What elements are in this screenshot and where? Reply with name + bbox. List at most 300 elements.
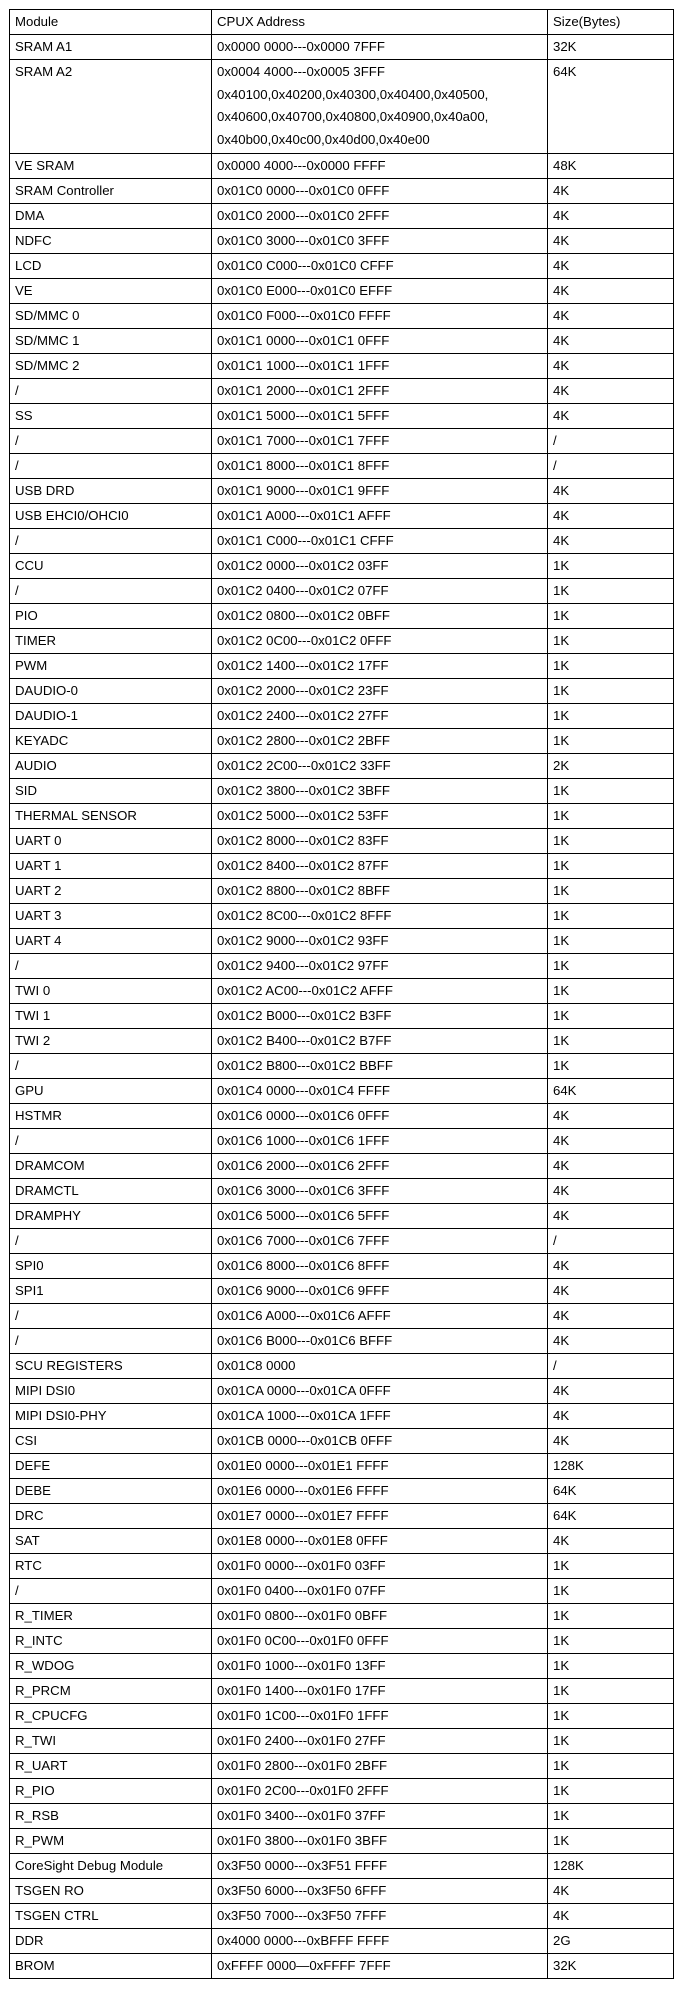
module-cell: TSGEN RO [10, 1879, 212, 1904]
memory-map-table [9, 9, 674, 1979]
address-cell [212, 629, 548, 654]
address-cell [212, 1854, 548, 1879]
size-cell: 1K [548, 1704, 674, 1729]
address-line: 0x40b00,0x40c00,0x40d00,0x40e00 [217, 131, 430, 147]
size-cell: 1K [548, 1654, 674, 1679]
address-cell [212, 554, 548, 579]
address-line: 0x01F0 2400---0x01F0 27FF [217, 1733, 386, 1748]
module-cell: RTC [10, 1554, 212, 1579]
address-line: 0x01C2 B800---0x01C2 BBFF [217, 1058, 393, 1073]
address-line: 0x01C0 0000---0x01C0 0FFF [217, 183, 390, 198]
address-line: 0x3F50 0000---0x3F51 FFFF [217, 1858, 388, 1873]
address-line: 0x01C6 1000---0x01C6 1FFF [217, 1133, 390, 1148]
size-cell: 64K [548, 1079, 674, 1104]
size-cell: 4K [548, 1204, 674, 1229]
memory-map-table-container [9, 9, 673, 1979]
address-line: 0x01C2 0000---0x01C2 03FF [217, 558, 389, 573]
size-cell: 1K [548, 854, 674, 879]
address-line: 0x01C6 2000---0x01C6 2FFF [217, 1158, 390, 1173]
size-cell: 1K [548, 829, 674, 854]
address-cell [212, 1929, 548, 1954]
address-cell [212, 1154, 548, 1179]
address-cell [212, 1504, 548, 1529]
address-cell [212, 829, 548, 854]
module-cell: SRAM A1 [10, 35, 212, 60]
table-header-row [10, 10, 674, 35]
module-cell: R_PWM [10, 1829, 212, 1854]
table-row [10, 1479, 674, 1504]
address-line: 0x01C2 B400---0x01C2 B7FF [217, 1033, 392, 1048]
address-cell [212, 1704, 548, 1729]
module-cell: LCD [10, 254, 212, 279]
address-cell [212, 1679, 548, 1704]
address-cell [212, 1229, 548, 1254]
table-row [10, 954, 674, 979]
table-row [10, 1129, 674, 1154]
module-cell: R_WDOG [10, 1654, 212, 1679]
size-cell: 4K [548, 1379, 674, 1404]
size-cell: / [548, 454, 674, 479]
address-line: 0x01C4 0000---0x01C4 FFFF [217, 1083, 390, 1098]
table-row [10, 329, 674, 354]
table-row [10, 479, 674, 504]
address-cell [212, 604, 548, 629]
module-cell: R_INTC [10, 1629, 212, 1654]
address-line: 0x01C0 2000---0x01C0 2FFF [217, 208, 390, 223]
address-line: 0x01C2 3800---0x01C2 3BFF [217, 783, 390, 798]
module-cell: R_RSB [10, 1804, 212, 1829]
size-cell: 4K [548, 1904, 674, 1929]
module-cell: SD/MMC 0 [10, 304, 212, 329]
address-cell [212, 1579, 548, 1604]
module-cell: PWM [10, 654, 212, 679]
address-cell [212, 329, 548, 354]
size-cell: / [548, 1229, 674, 1254]
size-cell: / [548, 1354, 674, 1379]
module-cell: CSI [10, 1429, 212, 1454]
size-cell: 1K [548, 1729, 674, 1754]
address-line: 0x01C8 0000 [217, 1358, 296, 1373]
module-cell: PIO [10, 604, 212, 629]
table-row [10, 35, 674, 60]
size-cell: 1K [548, 1629, 674, 1654]
address-line: 0x01F0 0000---0x01F0 03FF [217, 1558, 386, 1573]
module-cell: UART 0 [10, 829, 212, 854]
size-cell: 4K [548, 279, 674, 304]
address-line: 0x01C2 8C00---0x01C2 8FFF [217, 908, 392, 923]
table-row [10, 1029, 674, 1054]
address-line: 0x01F0 1C00---0x01F0 1FFF [217, 1708, 389, 1723]
module-cell: TIMER [10, 629, 212, 654]
size-cell: 64K [548, 1504, 674, 1529]
size-cell: 1K [548, 1779, 674, 1804]
size-cell: 128K [548, 1854, 674, 1879]
address-cell [212, 1379, 548, 1404]
table-row [10, 1604, 674, 1629]
size-cell: 4K [548, 204, 674, 229]
address-cell [212, 1079, 548, 1104]
address-line: 0x01C6 8000---0x01C6 8FFF [217, 1258, 390, 1273]
address-line: 0x01C1 8000---0x01C1 8FFF [217, 458, 390, 473]
size-cell: 4K [548, 1129, 674, 1154]
table-row [10, 1679, 674, 1704]
table-row [10, 679, 674, 704]
module-cell: / [10, 454, 212, 479]
module-cell: / [10, 1054, 212, 1079]
module-cell: / [10, 1304, 212, 1329]
address-cell [212, 379, 548, 404]
address-line: 0x0000 4000---0x0000 FFFF [217, 158, 386, 173]
size-cell: 4K [548, 504, 674, 529]
size-cell: 4K [548, 1529, 674, 1554]
table-row [10, 1779, 674, 1804]
size-cell: 1K [548, 804, 674, 829]
address-cell [212, 1129, 548, 1154]
address-line: 0x01C2 0800---0x01C2 0BFF [217, 608, 390, 623]
address-cell [212, 1829, 548, 1854]
size-cell: 1K [548, 929, 674, 954]
size-cell: 4K [548, 229, 674, 254]
table-row [10, 304, 674, 329]
address-cell [212, 1604, 548, 1629]
module-cell: VE [10, 279, 212, 304]
table-row [10, 254, 674, 279]
module-cell: DRAMCOM [10, 1154, 212, 1179]
module-cell: KEYADC [10, 729, 212, 754]
address-line: 0x01CA 1000---0x01CA 1FFF [217, 1408, 391, 1423]
address-line: 0x01C2 9400---0x01C2 97FF [217, 958, 389, 973]
address-cell [212, 1004, 548, 1029]
table-row [10, 204, 674, 229]
address-line: 0x01CA 0000---0x01CA 0FFF [217, 1383, 391, 1398]
address-line: 0x01F0 3800---0x01F0 3BFF [217, 1833, 388, 1848]
module-cell: TWI 2 [10, 1029, 212, 1054]
size-cell: 1K [548, 1579, 674, 1604]
size-cell: 1K [548, 1054, 674, 1079]
address-line: 0x01C2 AC00---0x01C2 AFFF [217, 983, 393, 998]
size-cell: 48K [548, 154, 674, 179]
address-cell [212, 704, 548, 729]
table-row [10, 1954, 674, 1979]
address-cell [212, 1754, 548, 1779]
module-cell: DRC [10, 1504, 212, 1529]
module-cell: HSTMR [10, 1104, 212, 1129]
address-cell [212, 1104, 548, 1129]
address-cell [212, 854, 548, 879]
module-cell: UART 1 [10, 854, 212, 879]
size-cell: 4K [548, 1304, 674, 1329]
module-cell: SRAM A2 [10, 60, 212, 154]
table-row [10, 904, 674, 929]
address-cell [212, 504, 548, 529]
address-cell [212, 254, 548, 279]
address-cell [212, 654, 548, 679]
address-cell [212, 1729, 548, 1754]
size-cell: 4K [548, 329, 674, 354]
size-cell: 1K [548, 654, 674, 679]
size-cell: 1K [548, 779, 674, 804]
module-cell: / [10, 1229, 212, 1254]
table-row [10, 1154, 674, 1179]
address-line: 0x01C1 0000---0x01C1 0FFF [217, 333, 390, 348]
address-cell [212, 1454, 548, 1479]
module-cell: UART 4 [10, 929, 212, 954]
module-cell: UART 2 [10, 879, 212, 904]
table-row [10, 854, 674, 879]
table-body [10, 35, 674, 1979]
size-cell: 64K [548, 1479, 674, 1504]
address-line: 0x01C2 5000---0x01C2 53FF [217, 808, 389, 823]
address-line: 0x01F0 2C00---0x01F0 2FFF [217, 1783, 389, 1798]
module-cell: BROM [10, 1954, 212, 1979]
module-cell: TWI 0 [10, 979, 212, 1004]
table-row [10, 179, 674, 204]
size-cell: 4K [548, 1404, 674, 1429]
table-row [10, 529, 674, 554]
address-line: 0x01CB 0000---0x01CB 0FFF [217, 1433, 393, 1448]
address-line: 0x3F50 7000---0x3F50 7FFF [217, 1908, 387, 1923]
address-cell [212, 979, 548, 1004]
module-cell: DEFE [10, 1454, 212, 1479]
module-cell: SS [10, 404, 212, 429]
address-line: 0x01C2 8400---0x01C2 87FF [217, 858, 389, 873]
table-row [10, 1504, 674, 1529]
table-row [10, 1879, 674, 1904]
table-row [10, 1054, 674, 1079]
address-cell [212, 404, 548, 429]
address-cell [212, 679, 548, 704]
address-cell [212, 1779, 548, 1804]
size-cell: 4K [548, 254, 674, 279]
size-cell: 4K [548, 1329, 674, 1354]
table-row [10, 1429, 674, 1454]
size-cell: 4K [548, 354, 674, 379]
address-line: 0x01E8 0000---0x01E8 0FFF [217, 1533, 388, 1548]
table-row [10, 60, 674, 154]
table-row [10, 1004, 674, 1029]
table-row [10, 1179, 674, 1204]
size-cell: 128K [548, 1454, 674, 1479]
size-cell: 4K [548, 529, 674, 554]
module-cell: R_PIO [10, 1779, 212, 1804]
module-cell: / [10, 954, 212, 979]
module-cell: DRAMPHY [10, 1204, 212, 1229]
table-row [10, 1629, 674, 1654]
size-cell: 1K [548, 1804, 674, 1829]
table-row [10, 704, 674, 729]
table-row [10, 1829, 674, 1854]
address-line: 0x0000 0000---0x0000 7FFF [217, 39, 385, 54]
size-cell: 1K [548, 1754, 674, 1779]
address-cell [212, 1304, 548, 1329]
size-cell: 32K [548, 1954, 674, 1979]
address-line: 0x01C0 3000---0x01C0 3FFF [217, 233, 390, 248]
module-cell: TWI 1 [10, 1004, 212, 1029]
table-row [10, 829, 674, 854]
address-cell [212, 279, 548, 304]
address-line: 0x01F0 3400---0x01F0 37FF [217, 1808, 386, 1823]
module-cell: R_TWI [10, 1729, 212, 1754]
address-line: 0x01C2 0400---0x01C2 07FF [217, 583, 389, 598]
address-line: 0x01C0 F000---0x01C0 FFFF [217, 308, 391, 323]
module-cell: R_TIMER [10, 1604, 212, 1629]
address-cell [212, 904, 548, 929]
module-cell: UART 3 [10, 904, 212, 929]
module-cell: / [10, 579, 212, 604]
address-cell [212, 929, 548, 954]
module-cell: SD/MMC 1 [10, 329, 212, 354]
address-cell [212, 879, 548, 904]
size-cell: 2G [548, 1929, 674, 1954]
size-cell: 4K [548, 379, 674, 404]
table-row [10, 154, 674, 179]
table-row [10, 804, 674, 829]
size-cell: 4K [548, 179, 674, 204]
address-cell [212, 60, 548, 154]
address-line: 0x01F0 2800---0x01F0 2BFF [217, 1758, 388, 1773]
table-row [10, 1204, 674, 1229]
address-cell [212, 1879, 548, 1904]
module-cell: SPI0 [10, 1254, 212, 1279]
address-line: 0x01C2 8000---0x01C2 83FF [217, 833, 389, 848]
address-line: 0x01C6 A000---0x01C6 AFFF [217, 1308, 391, 1323]
address-line: 0x01C2 9000---0x01C2 93FF [217, 933, 389, 948]
address-cell [212, 1554, 548, 1579]
address-cell [212, 579, 548, 604]
table-row [10, 1279, 674, 1304]
table-row [10, 1554, 674, 1579]
size-cell: 1K [548, 979, 674, 1004]
module-cell: TSGEN CTRL [10, 1904, 212, 1929]
module-cell: GPU [10, 1079, 212, 1104]
module-cell: NDFC [10, 229, 212, 254]
address-cell [212, 454, 548, 479]
table-row [10, 1704, 674, 1729]
size-cell: 1K [548, 1604, 674, 1629]
address-line: 0x01F0 0400---0x01F0 07FF [217, 1583, 386, 1598]
module-cell: DAUDIO-1 [10, 704, 212, 729]
column-header-module: Module [10, 10, 212, 35]
table-row [10, 1854, 674, 1879]
size-cell: 1K [548, 1679, 674, 1704]
module-cell: MIPI DSI0 [10, 1379, 212, 1404]
address-cell [212, 1954, 548, 1979]
table-row [10, 1454, 674, 1479]
module-cell: MIPI DSI0-PHY [10, 1404, 212, 1429]
table-row [10, 1254, 674, 1279]
table-row [10, 354, 674, 379]
address-line: 0x01C6 0000---0x01C6 0FFF [217, 1108, 390, 1123]
table-row [10, 1754, 674, 1779]
address-line: 0x01F0 0800---0x01F0 0BFF [217, 1608, 388, 1623]
address-line: 0x01F0 1000---0x01F0 13FF [217, 1658, 386, 1673]
size-cell: 4K [548, 1879, 674, 1904]
address-cell [212, 1179, 548, 1204]
size-cell: 1K [548, 904, 674, 929]
table-row [10, 554, 674, 579]
table-row [10, 1804, 674, 1829]
size-cell: 4K [548, 479, 674, 504]
module-cell: DRAMCTL [10, 1179, 212, 1204]
module-cell: USB EHCI0/OHCI0 [10, 504, 212, 529]
size-cell: 4K [548, 1179, 674, 1204]
table-row [10, 629, 674, 654]
table-row [10, 1729, 674, 1754]
column-header-size: Size(Bytes) [548, 10, 674, 35]
address-cell [212, 229, 548, 254]
table-row [10, 404, 674, 429]
address-line: 0x01C6 7000---0x01C6 7FFF [217, 1233, 390, 1248]
address-cell [212, 1054, 548, 1079]
address-line: 0x01C2 2C00---0x01C2 33FF [217, 758, 391, 773]
table-row [10, 879, 674, 904]
address-line: 0x01C1 7000---0x01C1 7FFF [217, 433, 390, 448]
address-line: 0x01C1 5000---0x01C1 5FFF [217, 408, 390, 423]
table-row [10, 454, 674, 479]
module-cell: SPI1 [10, 1279, 212, 1304]
table-row [10, 754, 674, 779]
address-line: 0x01C0 C000---0x01C0 CFFF [217, 258, 394, 273]
size-cell: 4K [548, 1104, 674, 1129]
address-line: 0x01C1 C000---0x01C1 CFFF [217, 533, 394, 548]
table-row [10, 1404, 674, 1429]
address-line: 0x01F0 0C00---0x01F0 0FFF [217, 1633, 389, 1648]
address-line: 0x01C2 0C00---0x01C2 0FFF [217, 633, 392, 648]
address-line: 0x01C2 2000---0x01C2 23FF [217, 683, 389, 698]
address-line: 0x01E6 0000---0x01E6 FFFF [217, 1483, 389, 1498]
address-cell [212, 1429, 548, 1454]
address-line: 0x40600,0x40700,0x40800,0x40900,0x40a00, [217, 109, 489, 124]
address-cell [212, 1529, 548, 1554]
address-line: 0x01C0 E000---0x01C0 EFFF [217, 283, 393, 298]
module-cell: VE SRAM [10, 154, 212, 179]
size-cell: 32K [548, 35, 674, 60]
size-cell: 4K [548, 404, 674, 429]
table-row [10, 1379, 674, 1404]
module-cell: SID [10, 779, 212, 804]
address-cell [212, 179, 548, 204]
table-row [10, 604, 674, 629]
address-line: 0x01C6 9000---0x01C6 9FFF [217, 1283, 390, 1298]
table-row [10, 979, 674, 1004]
module-cell: / [10, 429, 212, 454]
address-cell [212, 204, 548, 229]
address-cell [212, 1329, 548, 1354]
size-cell: 1K [548, 604, 674, 629]
address-cell [212, 729, 548, 754]
module-cell: CCU [10, 554, 212, 579]
address-cell [212, 1904, 548, 1929]
address-line: 0x40100,0x40200,0x40300,0x40400,0x40500, [217, 86, 489, 102]
address-cell [212, 1354, 548, 1379]
size-cell: 1K [548, 679, 674, 704]
table-row [10, 1229, 674, 1254]
address-line: 0x01C6 5000---0x01C6 5FFF [217, 1208, 390, 1223]
address-cell [212, 429, 548, 454]
size-cell: 4K [548, 1254, 674, 1279]
size-cell: 4K [548, 1154, 674, 1179]
table-row [10, 1079, 674, 1104]
address-line: 0x01C1 2000---0x01C1 2FFF [217, 383, 390, 398]
address-cell [212, 1254, 548, 1279]
table-row [10, 1329, 674, 1354]
module-cell: DEBE [10, 1479, 212, 1504]
address-cell [212, 529, 548, 554]
table-row [10, 1104, 674, 1129]
address-line: 0x01C1 A000---0x01C1 AFFF [217, 508, 391, 523]
module-cell: R_UART [10, 1754, 212, 1779]
address-line: 0x01C2 8800---0x01C2 8BFF [217, 883, 390, 898]
